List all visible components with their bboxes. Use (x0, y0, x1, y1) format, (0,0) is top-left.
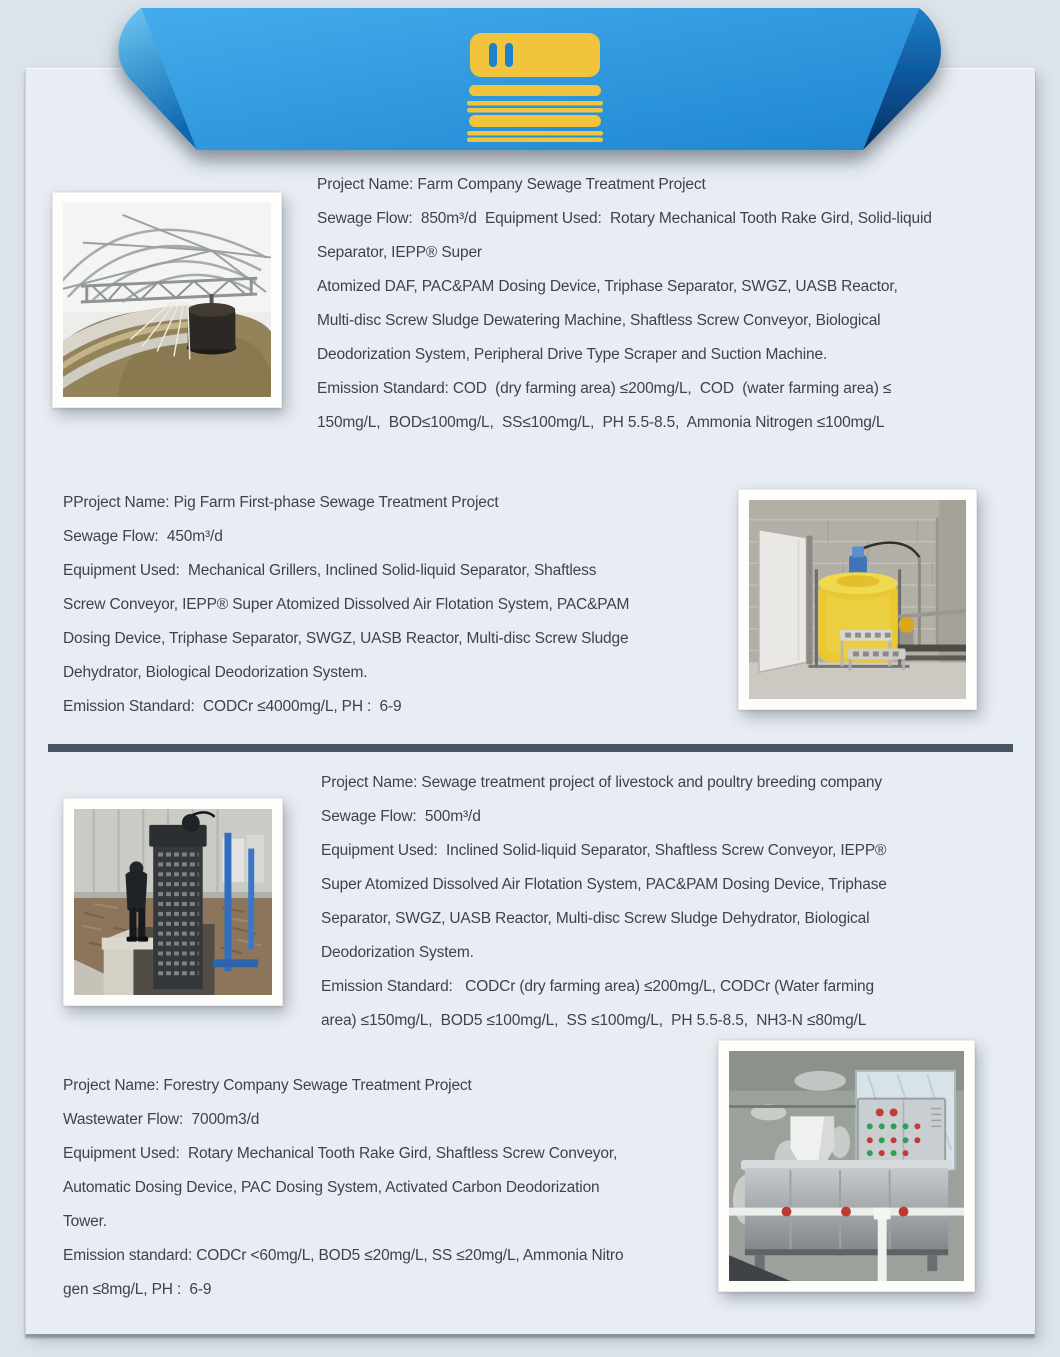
project-2-photo-frame (738, 489, 977, 710)
project-text-line: Separator, IEPP® Super (317, 244, 482, 261)
project-1-photo-frame (52, 192, 282, 408)
project-text-line: Separator, SWGZ, UASB Reactor, Multi-disc Screw Sludge Dehydrator, Biological (321, 910, 870, 927)
yellow-dosing-tank-photo (749, 500, 966, 699)
project-text-line: Project Name: Forestry Company Sewage Treatment Project (63, 1077, 472, 1094)
project-3-description (321, 766, 1033, 1038)
project-text-line: Dehydrator, Biological Deodorization System. (63, 664, 368, 681)
project-text-line: Deodorization System. (321, 944, 474, 961)
project-text-line: Emission Standard: CODCr (dry farming area) ≤200mg/L, CODCr (Water farming (321, 978, 874, 995)
project-text-line: Emission Standard: CODCr ≤4000mg/L, PH : 6-9 (63, 698, 402, 715)
project-text-line: PProject Name: Pig Farm First-phase Sewage Treatment Project (63, 494, 499, 511)
project-3-photo-frame (63, 798, 283, 1006)
project-text-line: Equipment Used: Mechanical Grillers, Inclined Solid-liquid Separator, Shaftless (63, 562, 597, 579)
project-text-line: Screw Conveyor, IEPP® Super Atomized Dissolved Air Flotation System, PAC&PAM (63, 596, 630, 613)
project-4-description (63, 1069, 728, 1307)
project-text-line: gen ≤8mg/L, PH : 6-9 (63, 1281, 212, 1298)
project-text-line: Sewage Flow: 500m³/d (321, 808, 481, 825)
project-text-line: Equipment Used: Rotary Mechanical Tooth Rake Gird, Shaftless Screw Conveyor, (63, 1145, 618, 1162)
project-1-description (317, 168, 1037, 440)
project-text-line: Sewage Flow: 450m³/d (63, 528, 223, 545)
project-text-line: Emission Standard: COD (dry farming area) ≤200mg/L, COD (water farming area) ≤ (317, 380, 892, 397)
project-text-line: Project Name: Farm Company Sewage Treatment Project (317, 176, 706, 193)
project-text-line: Dosing Device, Triphase Separator, SWGZ, UASB Reactor, Multi-disc Screw Sludge (63, 630, 629, 647)
project-text-line: Equipment Used: Inclined Solid-liquid Separator, Shaftless Screw Conveyor, IEPP® (321, 842, 887, 859)
project-4-photo-frame (718, 1040, 975, 1292)
section-divider (48, 744, 1013, 752)
document-stack-icon (467, 33, 603, 142)
stainless-dosing-machine-photo (729, 1051, 964, 1281)
project-text-line: Sewage Flow: 850m³/d Equipment Used: Rotary Mechanical Tooth Rake Gird, Solid-liquid (317, 210, 932, 227)
project-text-line: Emission standard: CODCr <60mg/L, BOD5 ≤20mg/L, SS ≤20mg/L, Ammonia Nitro (63, 1247, 624, 1264)
project-text-line: area) ≤150mg/L, BOD5 ≤100mg/L, SS ≤100mg/L, PH 5.5-8.5, NH3-N ≤80mg/L (321, 1012, 867, 1029)
project-text-line: Super Atomized Dissolved Air Flotation System, PAC&PAM Dosing Device, Triphase (321, 876, 887, 893)
project-text-line: Project Name: Sewage treatment project of livestock and poultry breeding company (321, 774, 882, 791)
project-text-line: 150mg/L, BOD≤100mg/L, SS≤100mg/L, PH 5.5-8.5, Ammonia Nitrogen ≤100mg/L (317, 414, 885, 431)
project-text-line: Wastewater Flow: 7000m3/d (63, 1111, 260, 1128)
project-text-line: Atomized DAF, PAC&PAM Dosing Device, Triphase Separator, SWGZ, UASB Reactor, (317, 278, 898, 295)
project-text-line: Automatic Dosing Device, PAC Dosing System, Activated Carbon Deodorization (63, 1179, 600, 1196)
circular-clarifier-tank-photo (63, 203, 271, 397)
mechanical-griller-site-photo (74, 809, 272, 995)
project-text-line: Multi-disc Screw Sludge Dewatering Machine, Shaftless Screw Conveyor, Biological (317, 312, 881, 329)
project-2-description (63, 486, 728, 724)
project-text-line: Deodorization System, Peripheral Drive Type Scraper and Suction Machine. (317, 346, 828, 363)
project-text-line: Tower. (63, 1213, 107, 1230)
